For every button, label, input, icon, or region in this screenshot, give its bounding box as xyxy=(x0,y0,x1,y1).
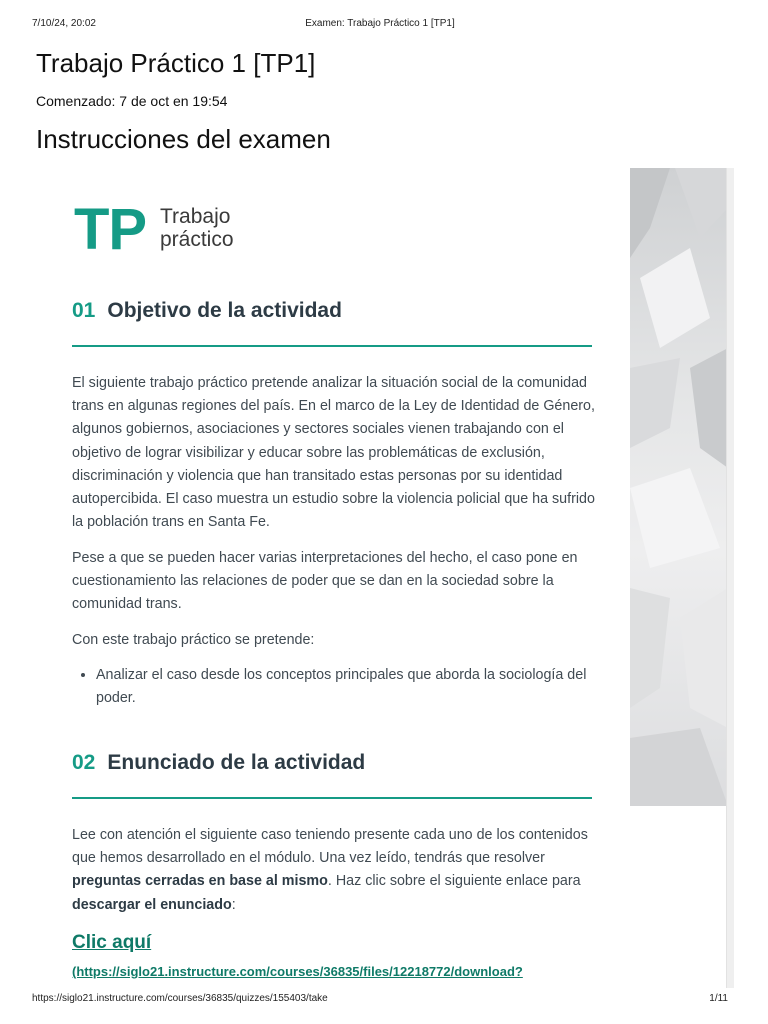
section-1-bullet-list xyxy=(72,664,620,710)
section-1-number: 01 xyxy=(72,299,96,322)
section-2-text-a: Lee con atención el siguiente caso teniendo presente cada uno de los contenidos que hemos desarrollado en el módulo. Una vez leído, tendrás que resolver xyxy=(72,827,588,867)
section-2-number: 02 xyxy=(72,751,96,774)
print-page-number: 1/11 xyxy=(709,993,728,1004)
section-2-text-c: : xyxy=(231,896,236,913)
section-2-heading xyxy=(72,751,592,775)
scrollbar-track[interactable] xyxy=(726,168,734,988)
section-1-heading xyxy=(72,299,592,323)
download-link[interactable]: Clic aquí xyxy=(72,932,152,953)
print-title: Examen: Trabajo Práctico 1 [TP1] xyxy=(305,18,455,29)
section-1-divider xyxy=(72,345,592,347)
list-item: • Analizar el caso desde los conceptos principales que aborda la sociología del poder. xyxy=(96,664,620,710)
section-2-paragraph-1 xyxy=(72,824,596,917)
quiz-started-time: Comenzado: 7 de oct en 19:54 xyxy=(36,93,228,109)
section-1-paragraph-2: Pese a que se pueden hacer varias interpretaciones del hecho, el caso pone en cuestionamiento las relaciones de poder que se dan en la sociedad sobre la comunidad trans. xyxy=(72,550,578,613)
quiz-title: Trabajo Práctico 1 [TP1] xyxy=(36,48,316,78)
section-2-bold-b: descargar el enunciado xyxy=(72,896,232,913)
section-2-text-b: . Haz clic sobre el siguiente enlace para xyxy=(327,873,581,890)
section-1-paragraph-1: El siguiente trabajo práctico pretende analizar la situación social de la comunidad trans en algunas regiones del país. En el marco de la Ley de Identidad de Género, algunos gobiernos, asociaciones y sectores sociales vienen trabajando con el objetivo de lograr visibilizar y educar sobre las problemáticas de exclusión, discriminación y violencia que han transitado estas personas por su identidad autopercibida. El caso muestra un estudio sobre la violencia policial que ha sufrido la población trans en Santa Fe. xyxy=(72,375,595,531)
tp-logo-word-2: práctico xyxy=(160,228,234,251)
abstract-pattern-graphic xyxy=(630,168,728,806)
print-date: 7/10/24, 20:02 xyxy=(32,18,96,29)
decorative-side-image xyxy=(630,168,728,806)
instructions-heading: Instrucciones del examen xyxy=(36,124,331,154)
print-footer-url: https://siglo21.instructure.com/courses/36835/quizzes/155403/take xyxy=(32,993,328,1004)
section-2-divider xyxy=(72,797,592,799)
section-1-title: Objetivo de la actividad xyxy=(107,299,342,322)
download-link-url[interactable]: (https://siglo21.instructure.com/courses/36835/files/12218772/download? xyxy=(72,964,523,979)
section-1-paragraph-3: Con este trabajo práctico se pretende: xyxy=(72,632,315,648)
section-2-bold-a: preguntas cerradas en base al mismo xyxy=(72,873,328,890)
print-footer xyxy=(32,993,728,1007)
tp-logo-word-1: Trabajo xyxy=(160,205,231,228)
section-2-title: Enunciado de la actividad xyxy=(107,751,366,774)
tp-logo-letters: TP xyxy=(74,197,147,262)
print-header xyxy=(32,18,728,32)
